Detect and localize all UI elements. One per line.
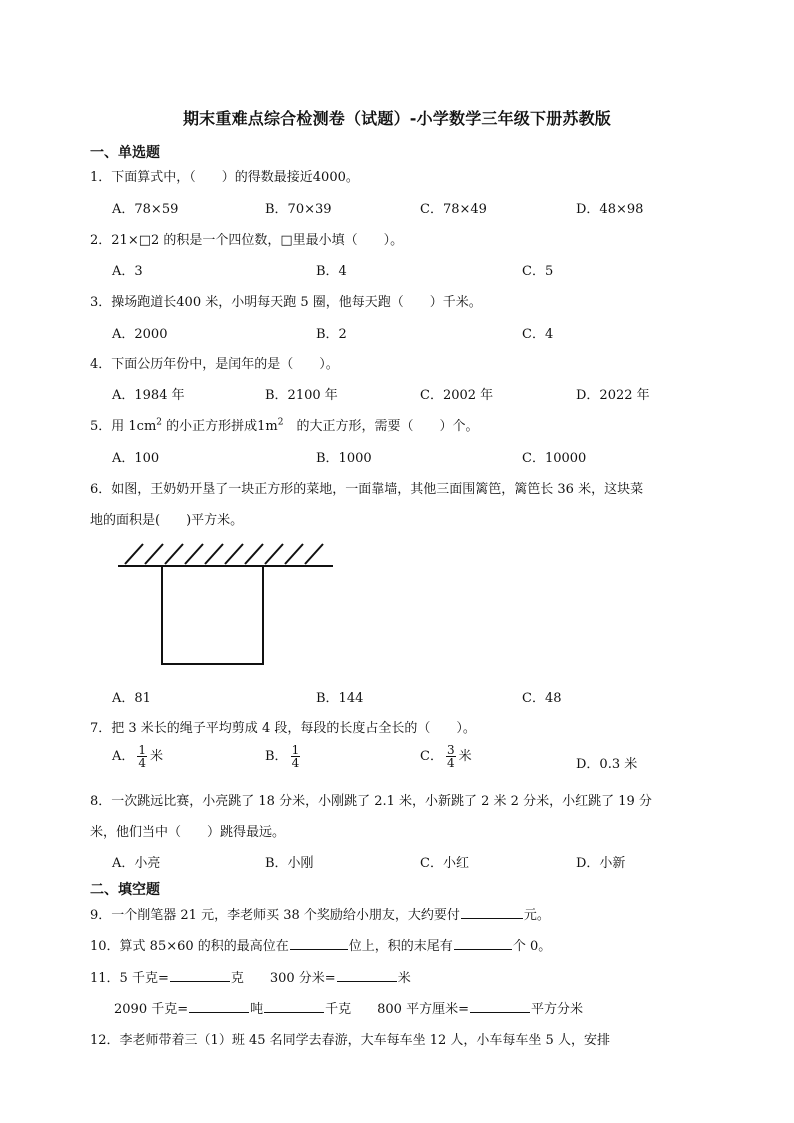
fraction [446, 744, 456, 769]
question-11-text-d: 2090 千克= [114, 1002, 189, 1017]
question-2-option-c[interactable]: C．5 [522, 264, 554, 279]
answer-blank[interactable] [461, 906, 523, 919]
question-9-text: 9．一个削笔器 21 元，李老师买 38 个奖励给小朋友，大约要付 [90, 908, 460, 923]
answer-blank[interactable] [189, 1000, 249, 1013]
wall-and-square-garden-figure [115, 540, 345, 670]
option-letter: B． [265, 749, 288, 764]
question-6-stem-line-1: 6．如图，王奶奶开垦了一块正方形的菜地，一面靠墙，其他三面围篱笆，篱笆长 36 米，这块菜 [90, 482, 644, 497]
fraction-denominator: 4 [291, 756, 300, 770]
question-11-text-e: 吨 [250, 1002, 264, 1017]
question-10-text-a: 10．算式 85×60 的积的最高位在 [90, 939, 289, 954]
fraction-numerator: 1 [291, 743, 300, 757]
question-1-option-a[interactable]: A．78×59 [112, 202, 179, 217]
unit-label: 米 [458, 749, 472, 764]
question-4-option-b[interactable]: B．2100 年 [265, 388, 338, 403]
question-3-option-b[interactable]: B．2 [316, 327, 347, 342]
question-4-option-a[interactable]: A．1984 年 [112, 388, 185, 403]
page-title: 期末重难点综合检测卷（试题）-小学数学三年级下册苏教版 [182, 109, 612, 128]
fraction-denominator: 4 [138, 756, 147, 770]
question-5-option-c[interactable]: C．10000 [522, 451, 587, 466]
question-11-line-2 [114, 998, 583, 1017]
question-1-option-c[interactable]: C．78×49 [420, 202, 487, 217]
question-4-stem: 4．下面公历年份中，是闰年的是（ ）。 [90, 357, 339, 372]
question-6-option-a[interactable]: A．81 [112, 691, 151, 706]
question-2-option-b[interactable]: B．4 [316, 264, 347, 279]
question-8-option-d[interactable]: D．小新 [576, 856, 626, 871]
question-8-option-b[interactable]: B．小刚 [265, 856, 314, 871]
question-8-option-c[interactable]: C．小红 [420, 856, 469, 871]
question-3-stem: 3．操场跑道长400 米，小明每天跑 5 圈，他每天跑（ ）千米。 [90, 295, 482, 310]
question-11-text-f: 千克 800 平方厘米= [325, 1002, 469, 1017]
question-5-option-b[interactable]: B．1000 [316, 451, 372, 466]
fraction-numerator: 3 [446, 743, 455, 757]
question-6-option-b[interactable]: B．144 [316, 691, 364, 706]
question-8-stem-line-2: 米，他们当中（ ）跳得最远。 [90, 825, 286, 840]
question-7-stem: 7．把 3 米长的绳子平均剪成 4 段，每段的长度占全长的（ ）。 [90, 721, 476, 736]
question-6-stem-line-2: 地的面积是( )平方米。 [90, 513, 244, 528]
option-letter: A． [112, 749, 135, 764]
question-2-stem: 2．21×□2 的积是一个四位数，□里最小填（ ）。 [90, 233, 404, 248]
question-5-stem-part-b: 的小正方形拼成1m [162, 419, 278, 434]
question-7-option-b[interactable] [265, 744, 303, 769]
answer-blank[interactable] [454, 937, 512, 950]
question-5-stem [90, 415, 479, 434]
question-11-text-c: 米 [397, 971, 411, 986]
question-1-stem: 1．下面算式中，（ ）的得数最接近4000。 [90, 170, 359, 185]
fraction [291, 744, 301, 769]
question-11-line-1 [90, 967, 411, 986]
question-10-text-b: 位上，积的末尾有 [348, 939, 453, 954]
question-7-option-d[interactable]: D．0.3 米 [576, 757, 638, 772]
question-12-stem: 12．李老师带着三（1）班 45 名同学去春游，大车每车坐 12 人，小车每车坐 5 人，安排 [90, 1033, 610, 1048]
question-4-option-c[interactable]: C．2002 年 [420, 388, 494, 403]
question-11-text-g: 平方分米 [530, 1002, 583, 1017]
answer-blank[interactable] [337, 969, 397, 982]
unit-label: 米 [150, 749, 164, 764]
question-9 [90, 904, 550, 923]
question-7-option-a[interactable] [112, 744, 163, 769]
question-10 [90, 935, 551, 954]
answer-blank[interactable] [470, 1000, 530, 1013]
question-1-option-d[interactable]: D．48×98 [576, 202, 644, 217]
fraction [137, 744, 147, 769]
question-1-option-b[interactable]: B．70×39 [265, 202, 332, 217]
wall-hatching [118, 544, 333, 566]
question-8-option-a[interactable]: A．小亮 [112, 856, 161, 871]
answer-blank[interactable] [170, 969, 230, 982]
section-heading-fill-blank: 二、填空题 [90, 882, 160, 898]
question-11-text-b: 克 300 分米= [230, 971, 336, 986]
question-3-option-c[interactable]: C．4 [522, 327, 554, 342]
question-9-unit: 元。 [523, 908, 550, 923]
question-10-text-c: 个 0。 [512, 939, 552, 954]
question-6-option-c[interactable]: C．48 [522, 691, 562, 706]
answer-blank[interactable] [264, 1000, 324, 1013]
question-2-option-a[interactable]: A．3 [112, 264, 143, 279]
question-11-text-a: 11．5 千克= [90, 971, 169, 986]
fraction-denominator: 4 [446, 756, 455, 770]
question-5-stem-part-c: 的大正方形，需要（ ）个。 [283, 419, 479, 434]
fraction-numerator: 1 [138, 743, 147, 757]
question-3-option-a[interactable]: A．2000 [112, 327, 168, 342]
superscript-2: 2 [277, 417, 284, 428]
question-5-option-a[interactable]: A．100 [112, 451, 160, 466]
superscript-2: 2 [156, 417, 163, 428]
fence-three-sides [162, 566, 263, 664]
answer-blank[interactable] [290, 937, 348, 950]
question-4-option-d[interactable]: D．2022 年 [576, 388, 650, 403]
question-8-stem-line-1: 8．一次跳远比赛，小亮跳了 18 分米，小刚跳了 2.1 米，小新跳了 2 米 2 分米，小红跳了 19 分 [90, 794, 652, 809]
question-7-option-c[interactable] [420, 744, 472, 769]
option-letter: C． [420, 749, 443, 764]
section-heading-single-choice: 一、单选题 [90, 145, 160, 161]
question-5-stem-part-a: 5．用 1cm [90, 419, 157, 434]
